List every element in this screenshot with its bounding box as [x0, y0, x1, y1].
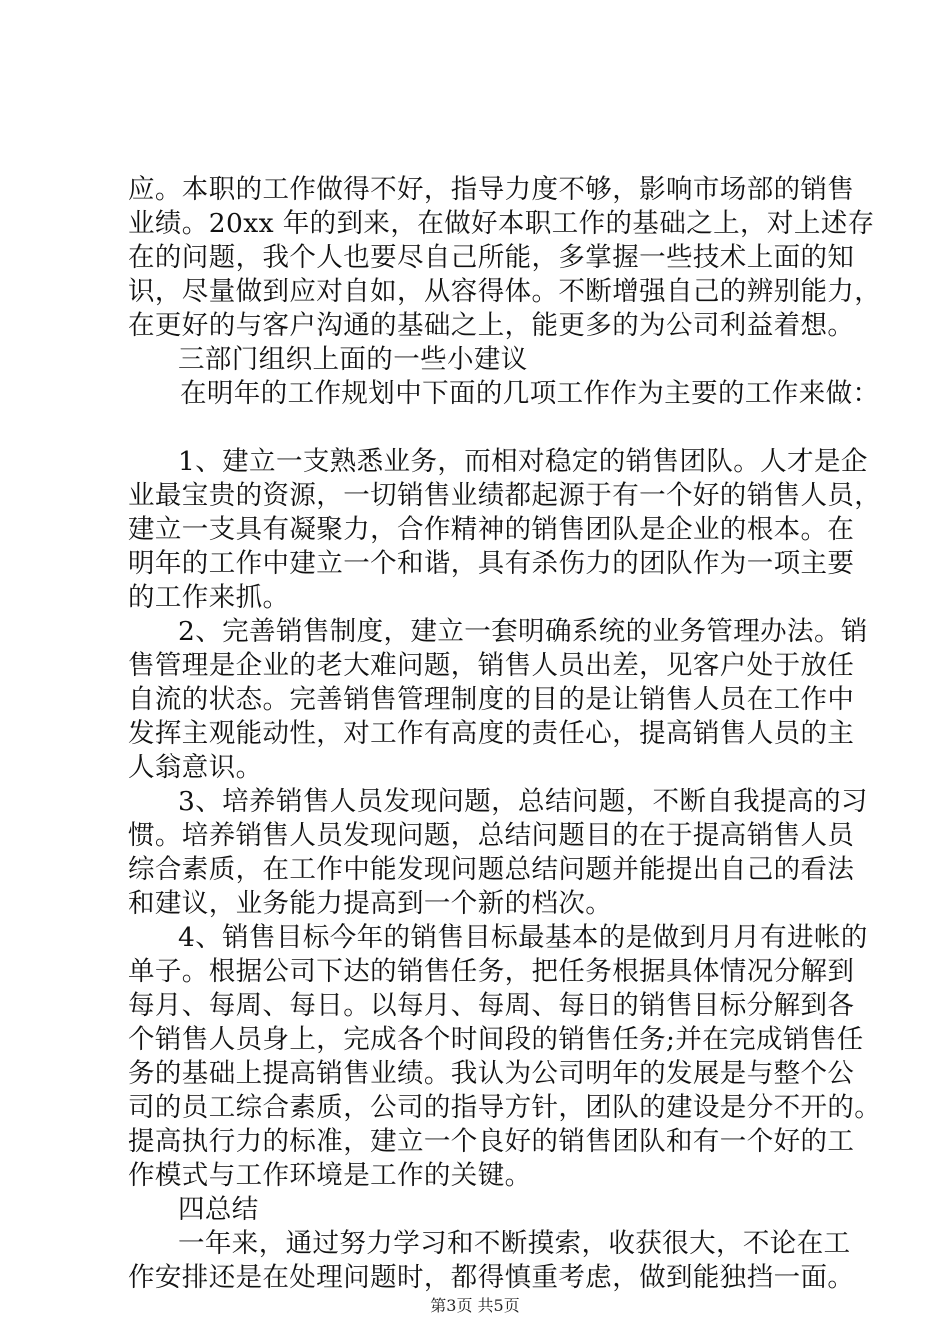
body-line: 提高执行力的标准，建立一个良好的销售团队和有一个好的工 [128, 1126, 855, 1157]
body-line: 明年的工作中建立一个和谐，具有杀伤力的团队作为一项主要 [128, 548, 855, 579]
body-line: 务的基础上提高销售业绩。我认为公司明年的发展是与整个公 [128, 1058, 855, 1089]
body-line: 业最宝贵的资源，一切销售业绩都起源于有一个好的销售人员， [128, 480, 882, 511]
body-line: 业绩。20xx 年的到来，在做好本职工作的基础之上，对上述存 [128, 208, 875, 239]
body-line: 惯。培养销售人员发现问题，总结问题目的在于提高销售人员 [128, 820, 855, 851]
body-line: 和建议，业务能力提高到一个新的档次。 [128, 888, 613, 919]
body-line: 作安排还是在处理问题时，都得慎重考虑，做到能独挡一面。 [128, 1262, 855, 1293]
body-line: 个销售人员身上，完成各个时间段的销售任务;并在完成销售任 [128, 1024, 864, 1055]
list-item-start: 1、建立一支熟悉业务，而相对稳定的销售团队。人才是企 [178, 446, 868, 477]
body-line: 在明年的工作规划中下面的几项工作作为主要的工作来做： [180, 378, 880, 409]
body-line: 人翁意识。 [128, 752, 263, 783]
list-item-start: 3、培养销售人员发现问题，总结问题，不断自我提高的习 [178, 786, 868, 817]
body-line: 识，尽量做到应对自如，从容得体。不断增强自己的辨别能力， [128, 276, 882, 307]
body-line: 应。本职的工作做得不好，指导力度不够，影响市场部的销售 [128, 174, 855, 205]
body-line: 作模式与工作环境是工作的关键。 [128, 1160, 532, 1191]
body-line: 司的员工综合素质，公司的指导方针，团队的建设是分不开的。 [128, 1092, 882, 1123]
body-line: 的工作来抓。 [128, 582, 290, 613]
body-line: 单子。根据公司下达的销售任务，把任务根据具体情况分解到 [128, 956, 855, 987]
section-heading: 三部门组织上面的一些小建议 [178, 344, 528, 375]
body-line: 售管理是企业的老大难问题，销售人员出差，见客户处于放任 [128, 650, 855, 681]
body-line: 在的问题，我个人也要尽自己所能，多掌握一些技术上面的知 [128, 242, 855, 273]
page-number-footer: 第3页 共5页 [430, 1296, 520, 1315]
body-line: 每月、每周、每日。以每月、每周、每日的销售目标分解到各 [128, 990, 855, 1021]
body-line: 自流的状态。完善销售管理制度的目的是让销售人员在工作中 [128, 684, 855, 715]
list-item-start: 4、销售目标今年的销售目标最基本的是做到月月有进帐的 [178, 922, 868, 953]
section-heading: 四总结 [178, 1194, 259, 1225]
body-line: 在更好的与客户沟通的基础之上，能更多的为公司利益着想。 [128, 310, 855, 341]
body-line: 综合素质，在工作中能发现问题总结问题并能提出自己的看法 [128, 854, 855, 885]
body-line: 发挥主观能动性，对工作有高度的责任心，提高销售人员的主 [128, 718, 855, 749]
body-line: 一年来，通过努力学习和不断摸索，收获很大，不论在工 [178, 1228, 851, 1259]
list-item-start: 2、完善销售制度，建立一套明确系统的业务管理办法。销 [178, 616, 868, 647]
body-line: 建立一支具有凝聚力，合作精神的销售团队是企业的根本。在 [128, 514, 855, 545]
